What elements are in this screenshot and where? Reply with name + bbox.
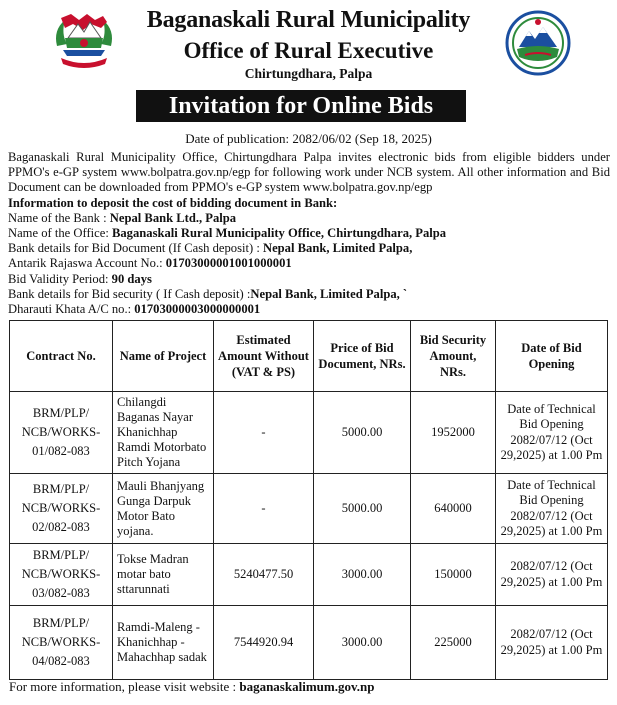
dharauti-account-line: Dharauti Khata A/C no.: 01703000003000000001 [8, 302, 261, 317]
bids-table [9, 320, 608, 680]
bid-document-bank-line: Bank details for Bid Document (If Cash deposit) : Nepal Bank, Limited Palpa, [8, 241, 413, 256]
municipality-title: Baganaskali Rural Municipality [146, 7, 471, 33]
contract-no-cell: BRM/PLP/ NCB/WORKS- 01/082-083 [10, 392, 113, 474]
table-header-row [10, 321, 608, 392]
estimated-amount-cell: 5240477.50 [214, 544, 314, 606]
security-amount-cell: 150000 [411, 544, 496, 606]
notice-body [8, 150, 610, 317]
column-header: Estimated Amount Without (VAT & PS) [214, 321, 314, 392]
document-price-cell: 5000.00 [314, 474, 411, 544]
security-amount-cell: 225000 [411, 606, 496, 680]
security-amount-cell: 640000 [411, 474, 496, 544]
antarik-account-line: Antarik Rajaswa Account No.: 01703000001001000001 [8, 256, 292, 271]
opening-date-cell: 2082/07/12 (Oct 29,2025) at 1.00 Pm [496, 544, 608, 606]
bid-security-bank-line: Bank details for Bid security ( If Cash deposit) :Nepal Bank, Limited Palpa, ` [8, 286, 408, 301]
website-link[interactable]: baganaskalimum.gov.np [239, 679, 375, 694]
office-name-line: Name of the Office: Baganaskali Rural Municipality Office, Chirtungdhara, Palpa [8, 226, 447, 241]
estimated-amount-cell: - [214, 392, 314, 474]
contract-no-cell: BRM/PLP/ NCB/WORKS- 02/082-083 [10, 474, 113, 544]
project-name-cell: Chilangdi Baganas Nayar Khanichhap Ramdi Motorbato Pitch Yojana [113, 392, 214, 474]
table-row [10, 544, 608, 606]
estimated-amount-cell: 7544920.94 [214, 606, 314, 680]
document-price-cell: 3000.00 [314, 606, 411, 680]
contract-no-cell: BRM/PLP/ NCB/WORKS- 03/082-083 [10, 544, 113, 606]
opening-date-cell: Date of Technical Bid Opening 2082/07/12 (Oct 29,2025) at 1.00 Pm [496, 474, 608, 544]
contract-no-cell: BRM/PLP/ NCB/WORKS- 04/082-083 [10, 606, 113, 680]
column-header: Date of Bid Opening [496, 321, 608, 392]
estimated-amount-cell: - [214, 474, 314, 544]
project-name-cell: Ramdi-Maleng -Khanichhap -Mahachhap sadak [113, 606, 214, 680]
bid-validity-line: Bid Validity Period: 90 days [8, 271, 152, 286]
header [0, 0, 617, 90]
notice-banner: Invitation for Online Bids [136, 90, 466, 122]
bank-name-line: Name of the Bank : Nepal Bank Ltd., Palpa [8, 210, 237, 225]
security-amount-cell: 1952000 [411, 392, 496, 474]
project-name-cell: Mauli Bhanjyang Gunga Darpuk Motor Bato yojana. [113, 474, 214, 544]
table-row [10, 606, 608, 680]
table-row [10, 392, 608, 474]
opening-date-cell: 2082/07/12 (Oct 29,2025) at 1.00 Pm [496, 606, 608, 680]
column-header: Contract No. [10, 321, 113, 392]
footer-label: For more information, please visit website : [9, 679, 240, 694]
column-header: Name of Project [113, 321, 214, 392]
table-row [10, 474, 608, 544]
project-name-cell: Tokse Madran motar bato sttarunnati [113, 544, 214, 606]
intro-paragraph: Baganaskali Rural Municipality Office, Chirtungdhara Palpa invites electronic bids from eligible bidders under PPMO's e-GP system www.bolpatra.gov.np/egp for following work under NCB system. All other information and Bid Document can be downloaded from PPMO's e-GP system www.bolpatra.gov.np/egp [8, 150, 610, 195]
document-price-cell: 3000.00 [314, 544, 411, 606]
footer [9, 679, 374, 695]
column-header: Price of Bid Document, NRs. [314, 321, 411, 392]
opening-date-cell: Date of Technical Bid Opening 2082/07/12 (Oct 29,2025) at 1.00 Pm [496, 392, 608, 474]
publication-date: Date of publication: 2082/06/02 (Sep 18, 2025) [185, 131, 432, 146]
office-location: Chirtungdhara, Palpa [244, 66, 373, 81]
deposit-heading: Information to deposit the cost of bidding document in Bank: [8, 195, 338, 210]
document-price-cell: 5000.00 [314, 392, 411, 474]
column-header: Bid Security Amount, NRs. [411, 321, 496, 392]
office-title: Office of Rural Executive [183, 38, 434, 63]
